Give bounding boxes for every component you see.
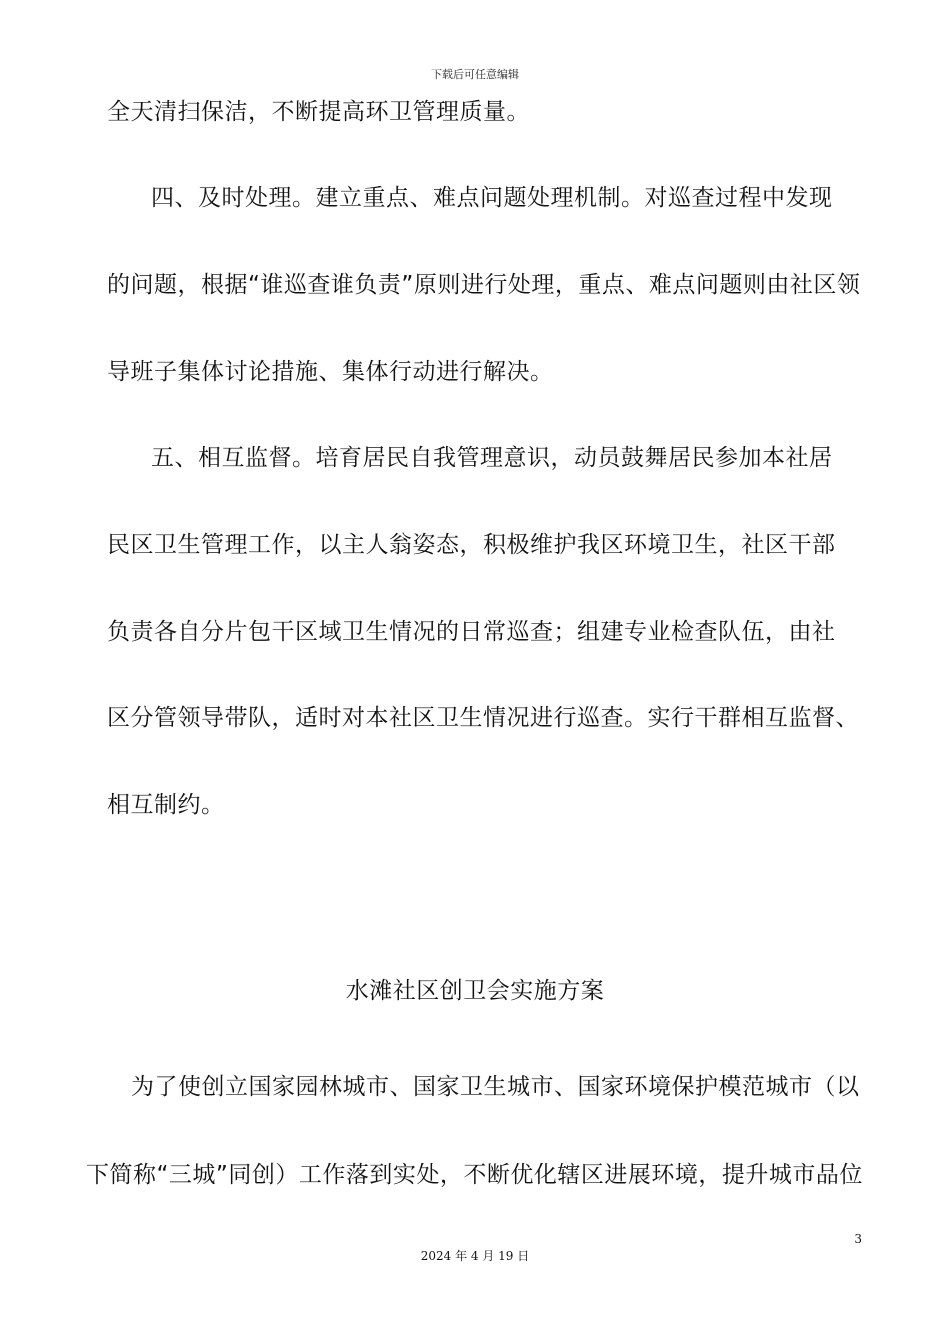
body-line: 五、相互监督。培育居民自我管理意识，动员鼓舞居民参加本社居 — [151, 445, 833, 471]
section-title: 水滩社区创卫会实施方案 — [345, 978, 605, 1004]
body-line: 四、及时处理。建立重点、难点问题处理机制。对巡查过程中发现 — [151, 185, 833, 211]
body-line: 区分管领导带队，适时对本社区卫生情况进行巡查。实行干群相互监督、 — [107, 705, 859, 731]
footer-date: 2024 年 4 月 19 日 — [420, 1249, 530, 1263]
section-body-line: 下简称“三城”同创）工作落到实处，不断优化辖区进展环境，提升城市品位 — [86, 1162, 863, 1188]
body-line: 相互制约。 — [107, 792, 225, 818]
body-line: 民区卫生管理工作，以主人翁姿态，积极维护我区环境卫生，社区干部 — [107, 532, 836, 558]
page-header-note: 下载后可任意编辑 — [431, 68, 519, 81]
body-line: 负责各自分片包干区域卫生情况的日常巡查；组建专业检查队伍，由社 — [107, 619, 836, 645]
body-line: 的问题，根据“谁巡查谁负责”原则进行处理，重点、难点问题则由社区领 — [107, 272, 861, 298]
page-number: 3 — [854, 1232, 862, 1246]
body-line: 导班子集体讨论措施、集体行动进行解决。 — [107, 359, 554, 385]
body-line: 全天清扫保洁，不断提高环卫管理质量。 — [107, 99, 530, 125]
section-body-line: 为了使创立国家园林城市、国家卫生城市、国家环境保护模范城市（以 — [131, 1074, 860, 1100]
